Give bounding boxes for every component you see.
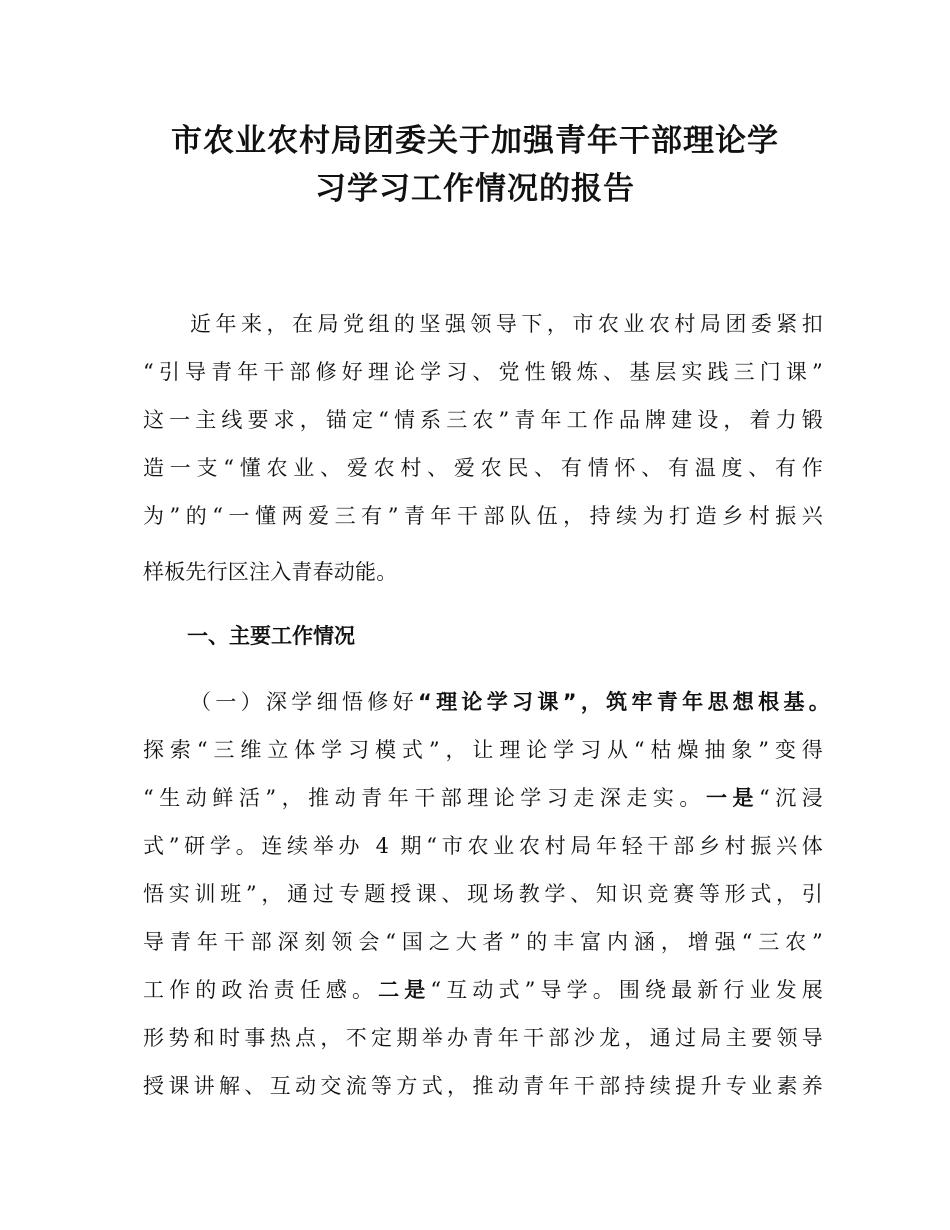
subsection-bold-title: “理论学习课”，筑牢青年思想根基。 xyxy=(417,690,830,714)
intro-line: 样板先行区注入青春动能。 xyxy=(143,560,398,584)
body-line: 式”研学。连续举办 4 期“市农业农村局年轻干部乡村振兴体 xyxy=(143,834,823,858)
subsection-prefix: （一）深学细悟修好 xyxy=(190,690,418,714)
body-line xyxy=(143,974,823,1006)
body-bold-marker: 二是 xyxy=(378,978,431,1002)
body-text: 工作的政治责任感。 xyxy=(143,978,379,1002)
intro-line: 近年来，在局党组的坚强领导下，市农业农村局团委紧扣 xyxy=(190,312,823,336)
body-text: “生动鲜活”，推动青年干部理论学习走深走实。 xyxy=(143,786,706,810)
body-line: 悟实训班”，通过专题授课、现场教学、知识竞赛等形式，引 xyxy=(143,882,823,906)
document-title-line-2: 习学习工作情况的报告 xyxy=(315,171,635,207)
intro-line: 这一主线要求，锚定“情系三农”青年工作品牌建设，着力锻 xyxy=(143,408,823,432)
body-text: “互动式”导学。围绕最新行业发展 xyxy=(430,978,824,1002)
body-line xyxy=(143,782,823,814)
section-heading: 一、主要工作情况 xyxy=(187,624,355,648)
body-line: 导青年干部深刻领会“国之大者”的丰富内涵，增强“三农” xyxy=(143,930,823,954)
body-text: “沉浸 xyxy=(759,786,823,810)
subsection-line xyxy=(190,686,830,718)
body-line: 授课讲解、互动交流等方式，推动青年干部持续提升专业素养 xyxy=(143,1074,823,1098)
intro-line: 造一支“懂农业、爱农村、爱农民、有情怀、有温度、有作 xyxy=(143,456,823,480)
intro-line: “引导青年干部修好理论学习、党性锻炼、基层实践三门课” xyxy=(143,360,823,384)
intro-line: 为”的“一懂两爱三有”青年干部队伍，持续为打造乡村振兴 xyxy=(143,504,823,528)
body-line: 形势和时事热点，不定期举办青年干部沙龙，通过局主要领导 xyxy=(143,1026,823,1050)
document-title-line-1: 市农业农村局团委关于加强青年干部理论学 xyxy=(171,123,779,159)
body-bold-marker: 一是 xyxy=(705,786,760,810)
body-line: 探索“三维立体学习模式”，让理论学习从“枯燥抽象”变得 xyxy=(143,738,823,762)
